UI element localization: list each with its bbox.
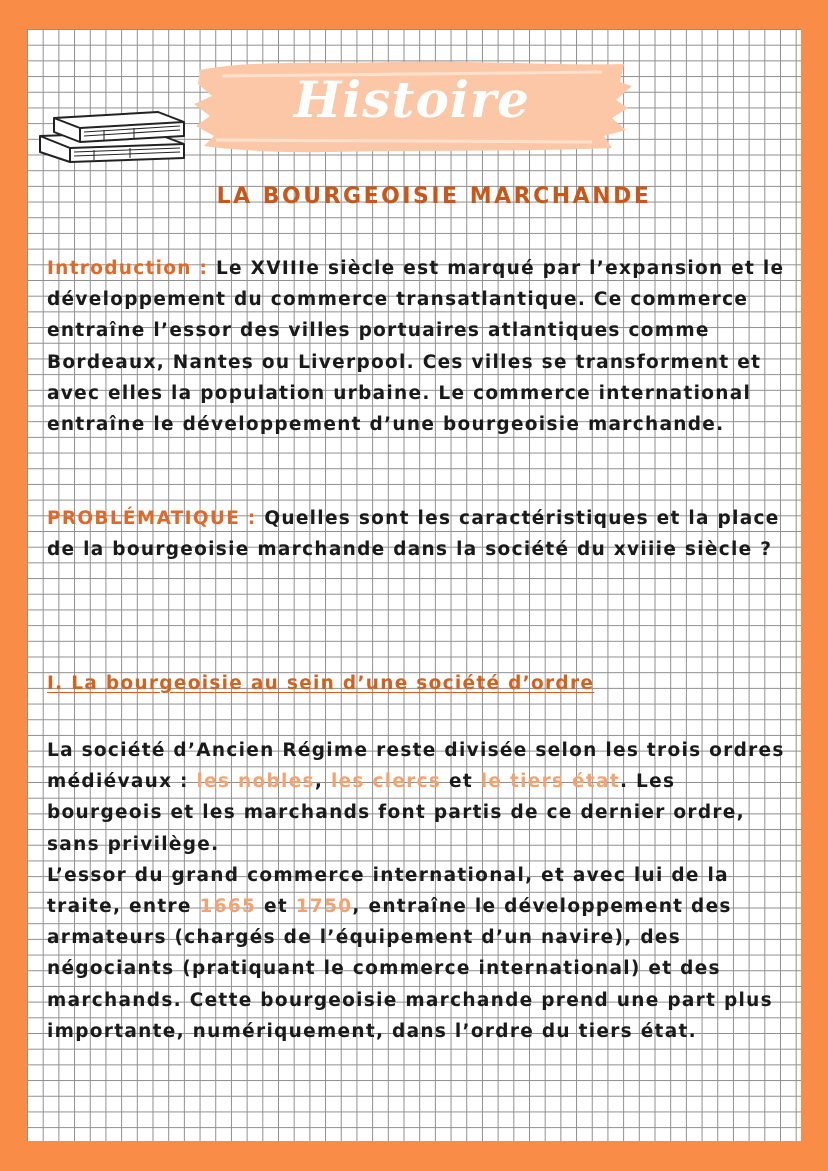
section-heading: I. La bourgeoisie au sein d’une société d’ordre [47,673,595,694]
title-banner [192,56,632,156]
body-text: et [441,771,481,793]
introduction-paragraph [47,253,787,440]
body-text: , entraîne le développement des armateurs (chargés de l’équipement d’un navire), des négociants (pratiquant le commerce international) et des marchands. Cette bourgeoisie marchande prend une part plus importante, numériquement, dans l’ordre du tiers état. [47,896,773,1042]
document-title: LA BOURGEOISIE MARCHANDE [216,184,652,209]
banner-title: Histoire [294,70,530,129]
year-highlight: 1665 [199,896,257,918]
problematique-label: PROBLÉMATIQUE : [47,508,257,529]
introduction-label: Introduction : [47,258,209,279]
body-text: et [256,896,296,918]
body-text: L’essor du grand commerce international, et avec lui de la traite, entre [47,864,729,918]
stacked-books-icon [34,102,190,168]
body-text: , [314,771,331,793]
introduction-text: Le XVIIIe siècle est marqué par l’expansion et le développement du commerce transatlantique. Ce commerce entraîne l’essor des villes portuaires atlantiques comme Bordeaux, Nantes ou Liverpool. Ces villes se transforment et avec elles la population urbaine. Le commerce international entraîne le développement d’une bourgeoisie marchande. [47,258,785,436]
body-text: . Les bourgeois et les marchands font partis de ce dernier ordre, sans privilège. [47,771,745,855]
order-highlight: les clercs [330,771,442,793]
section-body [47,735,787,1047]
order-highlight: les nobles [196,771,315,793]
body-text: La société d’Ancien Régime reste divisée selon les trois ordres médiévaux : [47,740,785,793]
problematique-text: Quelles sont les caractéristiques et la place de la bourgeoisie marchande dans la société du xviiie siècle ? [47,508,780,561]
problematique-paragraph [47,503,787,565]
year-highlight: 1750 [295,896,353,918]
order-highlight: le tiers état [480,771,620,793]
